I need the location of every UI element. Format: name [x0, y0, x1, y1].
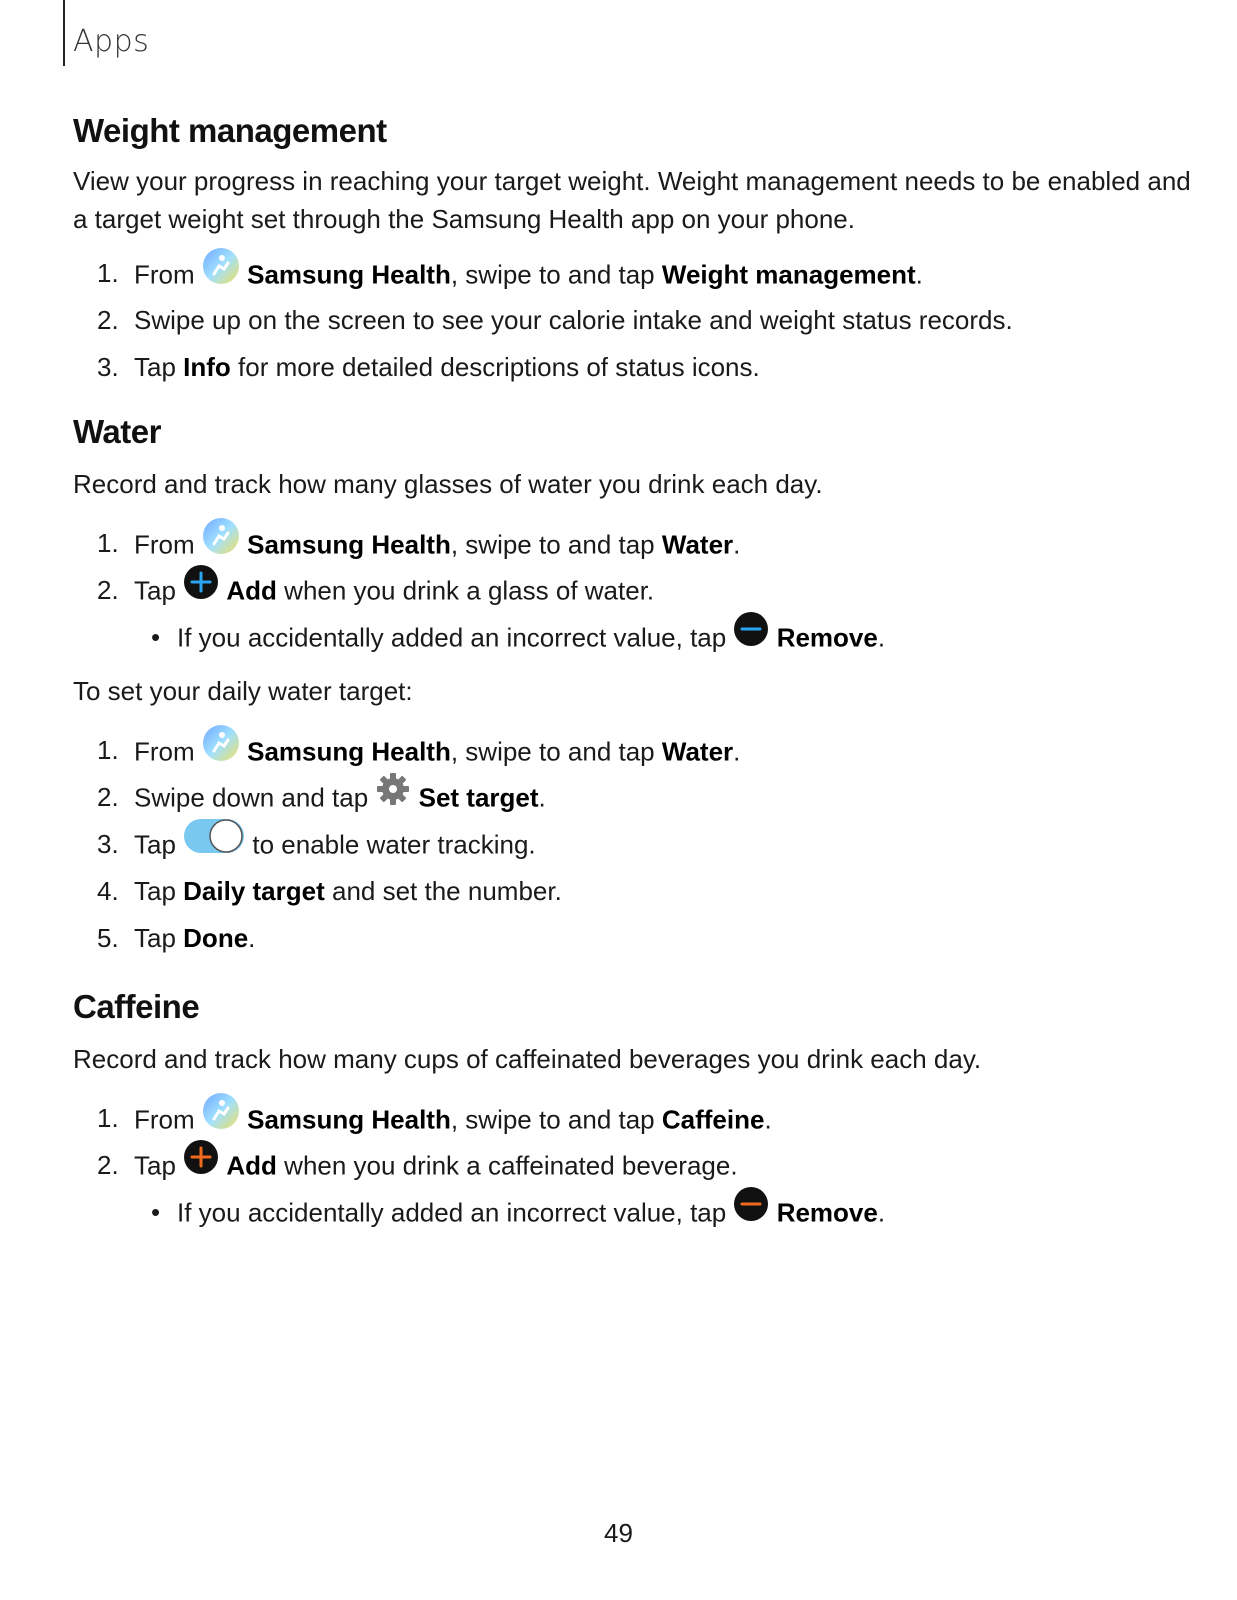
- add-icon: [183, 1139, 219, 1190]
- weight-steps: [73, 250, 1193, 391]
- water-steps: [73, 520, 1193, 614]
- caffeine-steps: [73, 1095, 1193, 1189]
- list-item: 2. Swipe up on the screen to see your calorie intake and weight status records.: [97, 305, 1013, 335]
- water-title: Water: [73, 413, 161, 450]
- list-item: 1. From Samsung Health, swipe to and tap Weight management.: [73, 250, 1193, 297]
- list-item: 2. Swipe down and tap Set target.: [73, 774, 1193, 821]
- section-header: Apps: [73, 24, 150, 59]
- weight-intro: View your progress in reaching your target weight. Weight management needs to be enabled and a target weight set through the Samsung Health app on your phone.: [73, 166, 1191, 234]
- list-item: 2. Tap Add when you drink a caffeinated beverage.: [73, 1142, 1193, 1189]
- list-item: 3. Tap Info for more detailed descriptions of status icons.: [97, 352, 760, 382]
- weight-title: Weight management: [73, 112, 387, 149]
- samsung-health-icon: [202, 1092, 240, 1145]
- remove-icon: [733, 611, 769, 662]
- caffeine-title: Caffeine: [73, 988, 200, 1025]
- samsung-health-icon: [202, 517, 240, 570]
- page-content: [73, 112, 1193, 1236]
- list-item: 1. From Samsung Health, swipe to and tap Water.: [73, 727, 1193, 774]
- list-item: 5. Tap Done.: [97, 923, 256, 953]
- samsung-health-icon: [202, 724, 240, 777]
- caffeine-bullet: • If you accidentally added an incorrect value, tap Remove.: [73, 1189, 1193, 1236]
- add-icon: [183, 564, 219, 615]
- remove-icon: [733, 1186, 769, 1237]
- water-target-steps: [73, 727, 1193, 962]
- list-item: 2. Tap Add when you drink a glass of water.: [73, 567, 1193, 614]
- water-intro: Record and track how many glasses of water you drink each day.: [73, 469, 823, 499]
- water-target-intro: To set your daily water target:: [73, 676, 413, 706]
- list-item: 4. Tap Daily target and set the number.: [97, 876, 562, 906]
- list-item: 3. Tap to enable water tracking.: [73, 821, 1193, 868]
- toggle-icon: [183, 818, 245, 869]
- samsung-health-icon: [202, 247, 240, 300]
- caffeine-intro: Record and track how many cups of caffeinated beverages you drink each day.: [73, 1044, 982, 1074]
- water-bullet: • If you accidentally added an incorrect value, tap Remove.: [73, 614, 1193, 661]
- header-rule: [63, 0, 65, 66]
- list-item: 1. From Samsung Health, swipe to and tap Water.: [73, 520, 1193, 567]
- page-number: 49: [604, 1518, 633, 1548]
- list-item: 1. From Samsung Health, swipe to and tap Caffeine.: [73, 1095, 1193, 1142]
- gear-icon: [375, 771, 411, 822]
